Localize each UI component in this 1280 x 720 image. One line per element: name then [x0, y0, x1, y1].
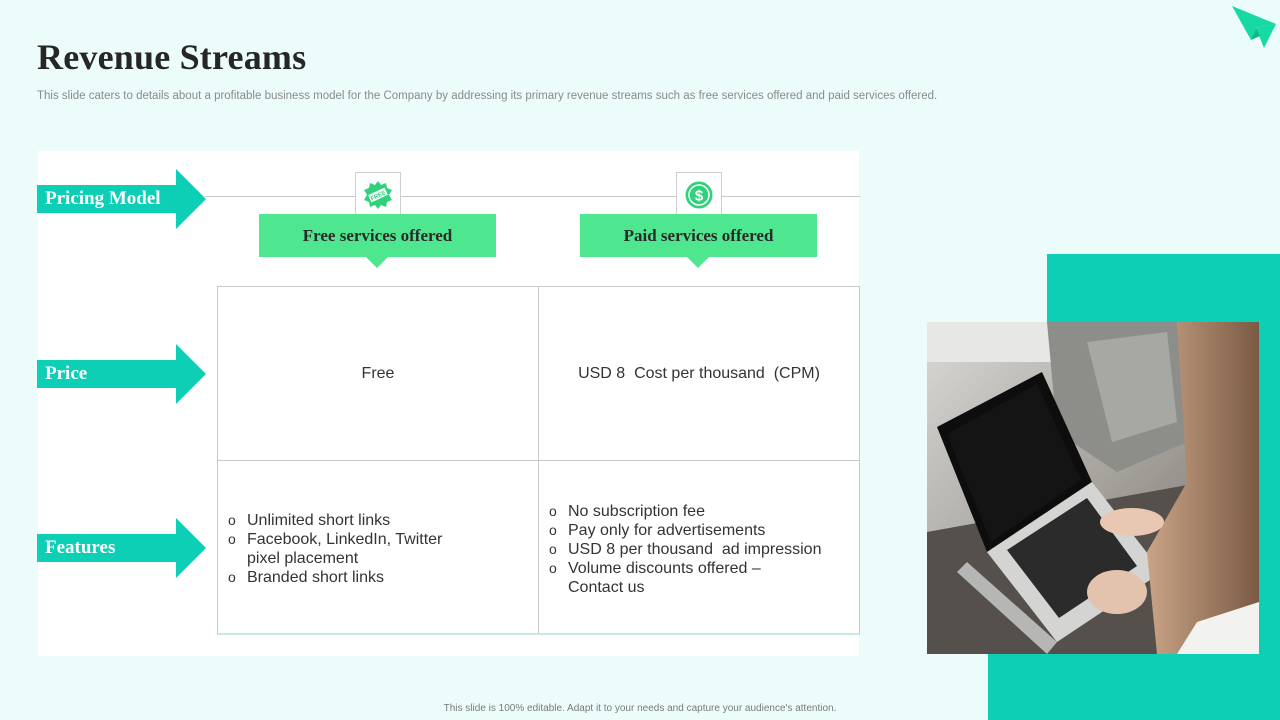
price-value-free: Free — [361, 364, 395, 382]
footer-note: This slide is 100% editable. Adapt it to your needs and capture your audience's attention. — [443, 703, 837, 714]
paid-icon-box — [676, 172, 722, 218]
svg-text:FREE: FREE — [370, 190, 388, 203]
row-arrow-price — [37, 344, 207, 404]
page-subtitle: This slide caters to details about a profitable business model for the Company by addressing its primary revenue streams such as free services offered and paid services offered. — [37, 90, 938, 102]
feature-list-paid — [549, 502, 822, 597]
feature-list-free — [228, 511, 448, 587]
list-item: o Branded short links — [228, 568, 448, 587]
header-pointer — [366, 257, 388, 268]
price-value-paid: USD 8 Cost per thousand (CPM) — [578, 364, 820, 382]
list-item: o USD 8 per thousand ad impression — [549, 540, 804, 559]
features-cell-free — [217, 460, 539, 635]
column-header-free-label: Free services offered — [302, 226, 453, 245]
free-icon-box — [355, 172, 401, 218]
header-pointer — [687, 257, 709, 268]
row-arrow-features — [37, 518, 207, 578]
row-label-features: Features — [45, 537, 116, 558]
header-rule — [205, 196, 860, 197]
price-cell-free — [217, 286, 539, 461]
column-header-paid — [580, 214, 817, 257]
list-item: o Unlimited short links — [228, 511, 448, 530]
paper-plane-logo-icon — [1230, 4, 1278, 50]
row-label-pricing-model: Pricing Model — [45, 188, 161, 209]
page-title: Revenue Streams — [37, 37, 307, 77]
svg-text:$: $ — [694, 187, 704, 205]
column-header-paid-label: Paid services offered — [623, 226, 774, 245]
list-item: o No subscription fee — [549, 502, 804, 521]
dollar-coin-icon — [684, 180, 714, 210]
column-header-free — [259, 214, 496, 257]
list-item: o Pay only for advertisements — [549, 521, 804, 540]
list-item: o Facebook, LinkedIn, Twitter pixel placement — [228, 530, 448, 568]
features-cell-paid — [538, 460, 860, 635]
row-arrow-pricing-model — [37, 169, 207, 229]
list-item: o Volume discounts offered – Contact us — [549, 559, 804, 597]
row-label-price: Price — [45, 363, 88, 384]
price-cell-paid — [538, 286, 860, 461]
free-tag-icon — [363, 180, 393, 210]
laptop-photo — [927, 322, 1259, 654]
